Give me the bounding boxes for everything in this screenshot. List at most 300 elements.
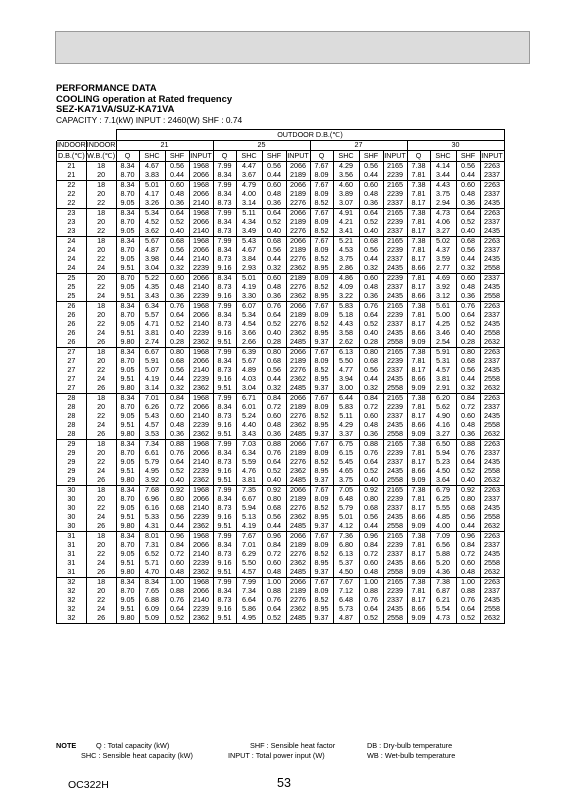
table-cell: 0.32 xyxy=(456,264,480,274)
table-cell: 5.01 xyxy=(333,513,359,522)
table-cell: 9.37 xyxy=(310,338,333,348)
table-cell: 0.88 xyxy=(262,587,286,596)
table-cell: 9.37 xyxy=(310,522,333,532)
table-cell: 0.80 xyxy=(165,347,189,357)
table-cell: 3.98 xyxy=(139,255,165,264)
table-cell: 2066 xyxy=(286,439,310,449)
table-cell: 2558 xyxy=(383,430,407,440)
table-cell: 0.88 xyxy=(359,439,383,449)
table-cell: 18 xyxy=(86,301,116,311)
table-cell: 0.60 xyxy=(262,180,286,190)
table-cell: 2066 xyxy=(286,301,310,311)
table-cell: 8.73 xyxy=(213,596,236,605)
table-cell: 0.76 xyxy=(456,301,480,311)
table-cell: 0.56 xyxy=(262,366,286,375)
table-cell: 28 xyxy=(57,403,87,412)
table-cell: 9.09 xyxy=(407,614,430,624)
table-cell: 4.40 xyxy=(236,421,262,430)
table-cell: 25 xyxy=(57,283,87,292)
table-cell: 8.73 xyxy=(213,412,236,421)
table-cell: 3.56 xyxy=(333,171,359,181)
table-cell: 0.60 xyxy=(359,412,383,421)
table-cell: 0.68 xyxy=(262,357,286,366)
table-cell: 8.95 xyxy=(310,467,333,476)
table-cell: 0.40 xyxy=(165,329,189,338)
table-cell: 7.65 xyxy=(139,587,165,596)
table-cell: 2263 xyxy=(480,301,504,311)
table-cell: 0.68 xyxy=(262,236,286,246)
table-cell: 8.52 xyxy=(310,227,333,237)
table-cell: 9.09 xyxy=(407,522,430,532)
table-cell: 24 xyxy=(86,375,116,384)
table-cell: 2189 xyxy=(286,190,310,199)
table-cell: 2066 xyxy=(189,357,213,366)
table-cell: 9.09 xyxy=(407,338,430,348)
table-cell: 9.80 xyxy=(116,568,139,578)
table-cell: 0.52 xyxy=(359,614,383,624)
table-cell: 7.81 xyxy=(407,587,430,596)
table-cell: 0.44 xyxy=(165,171,189,181)
table-cell: 2140 xyxy=(189,227,213,237)
table-cell: 18 xyxy=(86,347,116,357)
table-cell: 0.60 xyxy=(262,273,286,283)
table-cell: 27 xyxy=(57,366,87,375)
table-cell: 4.25 xyxy=(430,320,456,329)
table-cell: 4.67 xyxy=(236,246,262,255)
table-cell: 8.95 xyxy=(310,292,333,302)
table-cell: 4.87 xyxy=(333,614,359,624)
table-cell: 2435 xyxy=(383,559,407,568)
table-cell: 4.09 xyxy=(333,283,359,292)
table-cell: 4.50 xyxy=(430,467,456,476)
table-cell: 2435 xyxy=(383,421,407,430)
table-cell: 9.16 xyxy=(213,421,236,430)
table-cell: 0.52 xyxy=(359,467,383,476)
table-cell: 9.16 xyxy=(213,264,236,274)
table-cell: 24 xyxy=(86,421,116,430)
table-row xyxy=(57,568,505,578)
table-cell: 0.92 xyxy=(262,485,286,495)
table-cell: 2140 xyxy=(189,412,213,421)
table-cell: 6.64 xyxy=(236,596,262,605)
table-cell: 27 xyxy=(57,347,87,357)
table-cell: 20 xyxy=(86,171,116,181)
table-cell: 2066 xyxy=(189,449,213,458)
table-cell: 4.71 xyxy=(139,320,165,329)
table-cell: 2.86 xyxy=(333,264,359,274)
table-cell: 2263 xyxy=(480,208,504,218)
table-cell: 3.62 xyxy=(139,227,165,237)
table-cell: 3.43 xyxy=(139,292,165,302)
table-cell: 25 xyxy=(57,273,87,283)
table-cell: 4.35 xyxy=(139,283,165,292)
table-cell: 0.68 xyxy=(165,504,189,513)
table-row xyxy=(57,384,505,394)
table-cell: 2276 xyxy=(286,412,310,421)
table-cell: 0.36 xyxy=(456,199,480,209)
table-row xyxy=(57,199,505,209)
table-cell: 0.52 xyxy=(359,218,383,227)
table-cell: 8.95 xyxy=(310,264,333,274)
table-cell: 2485 xyxy=(286,384,310,394)
table-cell: 8.73 xyxy=(213,458,236,467)
table-cell: 0.72 xyxy=(359,550,383,559)
table-cell: 2066 xyxy=(189,403,213,412)
table-cell: 3.81 xyxy=(236,476,262,486)
table-cell: 4.87 xyxy=(139,246,165,255)
table-cell: 8.34 xyxy=(213,541,236,550)
table-cell: 2066 xyxy=(286,347,310,357)
table-cell: 1.00 xyxy=(456,577,480,587)
table-cell: 2189 xyxy=(286,587,310,596)
table-cell: 4.57 xyxy=(430,366,456,375)
table-cell: 3.22 xyxy=(333,292,359,302)
table-cell: 2165 xyxy=(383,161,407,171)
table-cell: 2558 xyxy=(383,338,407,348)
table-cell: 2435 xyxy=(480,504,504,513)
table-cell: 7.81 xyxy=(407,311,430,320)
table-cell: 4.43 xyxy=(430,180,456,190)
table-cell: 8.17 xyxy=(407,412,430,421)
table-cell: 0.84 xyxy=(262,393,286,403)
table-cell: 7.67 xyxy=(310,236,333,246)
table-cell: 0.84 xyxy=(456,393,480,403)
table-cell: 2435 xyxy=(383,264,407,274)
table-cell: 26 xyxy=(57,311,87,320)
table-cell: 9.51 xyxy=(116,292,139,302)
table-cell: 4.29 xyxy=(333,421,359,430)
table-cell: 0.52 xyxy=(456,320,480,329)
table-cell: 4.00 xyxy=(236,190,262,199)
table-cell: 7.38 xyxy=(407,301,430,311)
table-cell: 3.92 xyxy=(139,476,165,486)
table-cell: 8.52 xyxy=(310,366,333,375)
table-cell: 0.44 xyxy=(359,255,383,264)
table-cell: 8.34 xyxy=(116,236,139,246)
table-cell: 6.13 xyxy=(333,347,359,357)
table-cell: 8.52 xyxy=(310,458,333,467)
table-cell: 32 xyxy=(57,587,87,596)
table-cell: 0.96 xyxy=(359,531,383,541)
table-cell: 3.59 xyxy=(430,255,456,264)
table-cell: 0.52 xyxy=(456,614,480,624)
table-cell: 0.72 xyxy=(262,550,286,559)
table-cell: 0.56 xyxy=(262,161,286,171)
table-cell: 18 xyxy=(86,161,116,171)
table-cell: 7.99 xyxy=(213,236,236,246)
table-cell: 22 xyxy=(57,180,87,190)
table-cell: 0.76 xyxy=(165,449,189,458)
table-cell: 25 xyxy=(57,292,87,302)
table-cell: 3.12 xyxy=(430,292,456,302)
table-cell: 0.44 xyxy=(165,375,189,384)
table-cell: 8.66 xyxy=(407,513,430,522)
table-cell: 2435 xyxy=(480,227,504,237)
table-cell: 2632 xyxy=(480,476,504,486)
table-cell: 23 xyxy=(57,218,87,227)
table-cell: 2362 xyxy=(286,605,310,614)
table-cell: 18 xyxy=(86,485,116,495)
table-cell: 0.68 xyxy=(359,357,383,366)
table-cell: 2435 xyxy=(383,513,407,522)
table-cell: 2337 xyxy=(383,504,407,513)
table-cell: 2558 xyxy=(480,329,504,338)
table-cell: 3.89 xyxy=(333,190,359,199)
table-cell: 8.17 xyxy=(407,366,430,375)
table-cell: 8.52 xyxy=(310,504,333,513)
table-cell: 9.05 xyxy=(116,283,139,292)
table-cell: 2558 xyxy=(480,513,504,522)
table-cell: 3.07 xyxy=(333,199,359,209)
outdoor-temp-header: 21 xyxy=(116,140,213,151)
table-cell: 6.39 xyxy=(236,347,262,357)
table-cell: 2632 xyxy=(480,384,504,394)
table-cell: 0.44 xyxy=(262,522,286,532)
table-cell: 0.60 xyxy=(456,412,480,421)
table-cell: 20 xyxy=(86,541,116,550)
table-cell: 2239 xyxy=(383,273,407,283)
table-cell: 7.99 xyxy=(213,485,236,495)
table-cell: 0.92 xyxy=(359,485,383,495)
table-cell: 4.57 xyxy=(236,568,262,578)
table-cell: 2337 xyxy=(480,541,504,550)
table-cell: 6.48 xyxy=(333,495,359,504)
table-cell: 0.96 xyxy=(262,531,286,541)
column-header: Q xyxy=(407,151,430,162)
table-cell: 2362 xyxy=(189,430,213,440)
table-cell: 5.94 xyxy=(236,504,262,513)
table-cell: 0.72 xyxy=(262,403,286,412)
table-cell: 8.17 xyxy=(407,320,430,329)
table-cell: 0.52 xyxy=(262,320,286,329)
table-cell: 8.52 xyxy=(310,550,333,559)
table-cell: 4.06 xyxy=(430,218,456,227)
table-cell: 2337 xyxy=(480,449,504,458)
table-cell: 5.18 xyxy=(333,311,359,320)
table-cell: 0.80 xyxy=(262,347,286,357)
table-cell: 18 xyxy=(86,577,116,587)
table-cell: 3.26 xyxy=(139,199,165,209)
table-cell: 0.52 xyxy=(456,467,480,476)
table-cell: 2276 xyxy=(286,320,310,329)
table-cell: 7.99 xyxy=(213,301,236,311)
table-cell: 3.43 xyxy=(236,430,262,440)
table-cell: 2066 xyxy=(286,236,310,246)
table-cell: 30 xyxy=(57,522,87,532)
table-cell: 0.40 xyxy=(262,476,286,486)
table-cell: 1.00 xyxy=(359,577,383,587)
table-cell: 0.60 xyxy=(262,412,286,421)
table-cell: 2239 xyxy=(189,559,213,568)
table-cell: 7.38 xyxy=(430,577,456,587)
table-cell: 22 xyxy=(57,190,87,199)
table-cell: 8.34 xyxy=(116,301,139,311)
table-cell: 0.64 xyxy=(262,311,286,320)
table-cell: 8.73 xyxy=(213,550,236,559)
column-header: SHF xyxy=(165,151,189,162)
table-cell: 23 xyxy=(57,227,87,237)
header-banner xyxy=(55,31,530,64)
table-cell: 2337 xyxy=(383,458,407,467)
table-cell: 0.40 xyxy=(165,476,189,486)
table-cell: 0.76 xyxy=(359,449,383,458)
table-cell: 5.01 xyxy=(236,273,262,283)
table-row xyxy=(57,476,505,486)
table-cell: 4.43 xyxy=(333,320,359,329)
table-cell: 2239 xyxy=(189,375,213,384)
table-cell: 0.56 xyxy=(262,513,286,522)
table-cell: 8.73 xyxy=(213,199,236,209)
table-cell: 4.21 xyxy=(333,218,359,227)
table-cell: 0.32 xyxy=(359,264,383,274)
table-row xyxy=(57,171,505,181)
table-cell: 20 xyxy=(86,246,116,255)
table-cell: 18 xyxy=(86,180,116,190)
table-cell: 6.34 xyxy=(236,449,262,458)
table-cell: 2362 xyxy=(286,375,310,384)
table-cell: 9.80 xyxy=(116,430,139,440)
table-cell: 0.56 xyxy=(456,513,480,522)
table-cell: 6.87 xyxy=(430,587,456,596)
table-cell: 8.52 xyxy=(310,255,333,264)
table-cell: 7.99 xyxy=(213,439,236,449)
table-cell: 32 xyxy=(57,577,87,587)
table-cell: 5.02 xyxy=(430,236,456,246)
table-row xyxy=(57,292,505,302)
table-cell: 4.50 xyxy=(333,568,359,578)
table-cell: 2066 xyxy=(286,485,310,495)
table-cell: 0.76 xyxy=(359,301,383,311)
table-row xyxy=(57,338,505,348)
table-cell: 22 xyxy=(86,283,116,292)
table-cell: 2276 xyxy=(286,199,310,209)
column-header: INPUT xyxy=(384,150,406,160)
table-cell: 2558 xyxy=(480,292,504,302)
table-cell: 5.43 xyxy=(139,412,165,421)
table-cell: 2189 xyxy=(286,171,310,181)
table-cell: 2485 xyxy=(286,338,310,348)
table-cell: 0.48 xyxy=(165,283,189,292)
wb-label: W.B.(℃) xyxy=(87,150,116,160)
table-cell: 24 xyxy=(86,605,116,614)
table-cell: 20 xyxy=(86,218,116,227)
table-cell: 9.51 xyxy=(116,605,139,614)
table-cell: 5.59 xyxy=(236,458,262,467)
table-cell: 2337 xyxy=(383,412,407,421)
table-cell: 7.34 xyxy=(236,587,262,596)
table-cell: 2066 xyxy=(286,161,310,171)
table-cell: 0.52 xyxy=(262,614,286,624)
table-cell: 32 xyxy=(57,596,87,605)
table-cell: 2337 xyxy=(480,190,504,199)
table-cell: 8.52 xyxy=(310,596,333,605)
table-cell: 2337 xyxy=(383,320,407,329)
table-cell: 0.48 xyxy=(456,283,480,292)
table-cell: 2263 xyxy=(480,347,504,357)
table-cell: 1968 xyxy=(189,393,213,403)
table-cell: 0.84 xyxy=(359,541,383,550)
table-cell: 8.17 xyxy=(407,199,430,209)
table-cell: 26 xyxy=(57,320,87,329)
table-cell: 0.48 xyxy=(165,421,189,430)
table-cell: 21 xyxy=(57,171,87,181)
table-cell: 4.70 xyxy=(139,568,165,578)
table-cell: 2362 xyxy=(189,338,213,348)
table-cell: 6.21 xyxy=(430,596,456,605)
table-cell: 0.48 xyxy=(359,421,383,430)
table-cell: 0.36 xyxy=(262,430,286,440)
column-header: INPUT xyxy=(481,150,503,160)
table-cell: 27 xyxy=(57,375,87,384)
table-cell: 9.16 xyxy=(213,605,236,614)
table-cell: 28 xyxy=(57,412,87,421)
table-cell: 8.09 xyxy=(310,449,333,458)
table-cell: 7.05 xyxy=(333,485,359,495)
table-cell: 8.52 xyxy=(310,412,333,421)
table-cell: 9.05 xyxy=(116,412,139,421)
table-cell: 3.44 xyxy=(430,171,456,181)
table-cell: 2263 xyxy=(480,393,504,403)
table-cell: 3.83 xyxy=(139,171,165,181)
table-cell: 1968 xyxy=(189,347,213,357)
table-cell: 0.68 xyxy=(456,357,480,366)
table-cell: 0.80 xyxy=(456,495,480,504)
table-cell: 20 xyxy=(86,311,116,320)
table-cell: 22 xyxy=(86,596,116,605)
table-cell: 6.80 xyxy=(333,541,359,550)
table-cell: 2337 xyxy=(383,255,407,264)
table-cell: 2337 xyxy=(480,403,504,412)
table-cell: 2337 xyxy=(383,283,407,292)
table-cell: 22 xyxy=(86,458,116,467)
table-cell: 8.09 xyxy=(310,403,333,412)
table-cell: 1968 xyxy=(189,161,213,171)
table-cell: 9.51 xyxy=(116,329,139,338)
table-cell: 0.76 xyxy=(165,596,189,605)
table-cell: 0.84 xyxy=(359,393,383,403)
table-cell: 6.79 xyxy=(430,485,456,495)
table-cell: 6.20 xyxy=(430,393,456,403)
table-cell: 2632 xyxy=(480,522,504,532)
table-cell: 3.46 xyxy=(430,329,456,338)
table-cell: 4.95 xyxy=(139,467,165,476)
table-cell: 0.60 xyxy=(456,273,480,283)
table-cell: 0.88 xyxy=(456,439,480,449)
table-cell: 8.34 xyxy=(116,347,139,357)
table-cell: 2066 xyxy=(189,587,213,596)
table-cell: 5.54 xyxy=(430,605,456,614)
table-cell: 26 xyxy=(86,384,116,394)
column-header: INPUT xyxy=(287,150,309,160)
table-cell: 1.00 xyxy=(262,577,286,587)
table-cell: 1968 xyxy=(189,180,213,190)
table-cell: 0.44 xyxy=(456,255,480,264)
table-cell: 0.76 xyxy=(456,596,480,605)
table-cell: 0.36 xyxy=(165,199,189,209)
table-cell: 31 xyxy=(57,550,87,559)
table-cell: 0.84 xyxy=(262,541,286,550)
table-cell: 22 xyxy=(86,550,116,559)
table-cell: 8.34 xyxy=(213,246,236,255)
table-cell: 0.60 xyxy=(359,559,383,568)
table-cell: 2239 xyxy=(189,329,213,338)
table-cell: 3.53 xyxy=(139,430,165,440)
table-cell: 8.17 xyxy=(407,255,430,264)
table-cell: 0.84 xyxy=(456,541,480,550)
table-cell: 31 xyxy=(57,541,87,550)
table-cell: 22 xyxy=(57,199,87,209)
table-cell: 4.12 xyxy=(333,522,359,532)
